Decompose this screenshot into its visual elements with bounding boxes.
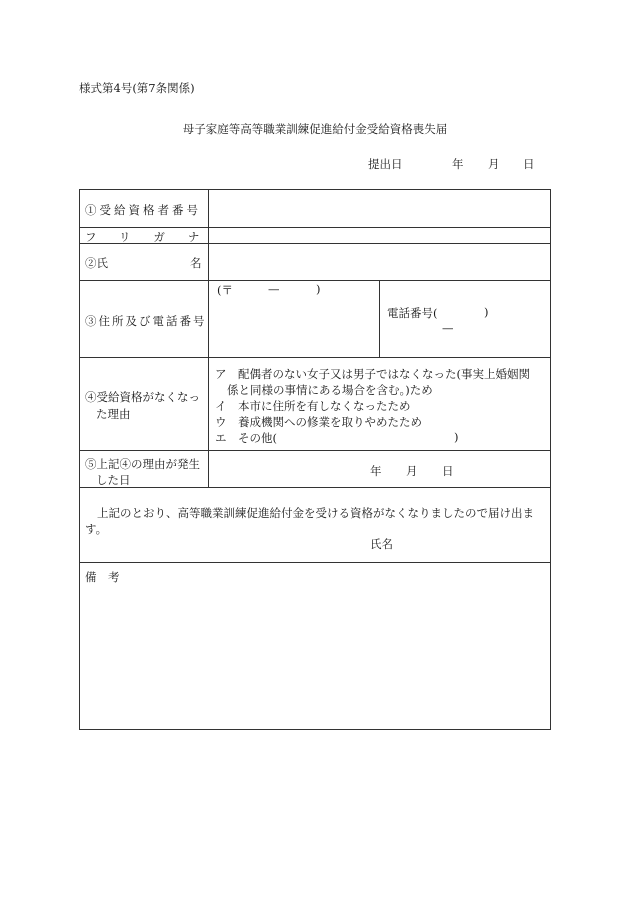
name-label-end: 名 <box>190 256 202 270</box>
declaration-text-line2: す。 <box>85 522 108 536</box>
recipient-number-label-text: ①受給資格者番号 <box>85 203 201 217</box>
phone-number-close: ) <box>484 305 489 319</box>
column-divider <box>379 280 380 357</box>
row-divider <box>80 562 550 563</box>
postal-code-open: (〒 <box>217 283 233 297</box>
reason-date-year: 年 <box>370 464 382 478</box>
row-divider <box>80 450 550 451</box>
submission-month: 月 <box>488 157 500 171</box>
postal-code-dash: — <box>268 282 280 296</box>
remarks-label: 備 考 <box>85 570 120 584</box>
row-divider <box>80 227 550 228</box>
reason-option-a: ア 配偶者のない女子又は男子ではなくなった(事実上婚姻関 <box>215 367 530 381</box>
row-divider <box>80 357 550 358</box>
recipient-number-label <box>85 202 201 218</box>
reason-option-u: ウ 養成機関への修業を取りやめたため <box>215 415 422 429</box>
reason-date-day: 日 <box>442 464 454 478</box>
postal-code-close: ) <box>316 282 321 296</box>
reason-label-line2: た理由 <box>96 407 131 421</box>
declaration-text-line1: 上記のとおり、高等職業訓練促進給付金を受ける資格がなくなりましたので届け出ま <box>97 506 534 520</box>
reason-option-i: イ 本市に住所を有しなくなったため <box>215 399 411 413</box>
reason-option-a-cont: 係と同様の事情にある場合を含む。)ため <box>227 383 433 397</box>
reason-date-label-line2: した日 <box>96 473 131 487</box>
submission-date-label: 提出日 <box>368 157 403 171</box>
address-phone-label: ③住所及び電話番号 <box>85 314 207 328</box>
furigana-label: フリガナ <box>85 230 223 244</box>
submission-day: 日 <box>523 157 535 171</box>
row-divider <box>80 280 550 281</box>
phone-number-label: 電話番号( <box>387 306 438 320</box>
reason-option-e: エ その他( <box>215 431 277 445</box>
form-table <box>79 189 551 730</box>
reason-date-month: 月 <box>406 464 418 478</box>
document-title: 母子家庭等高等職業訓練促進給付金受給資格喪失届 <box>182 122 448 136</box>
submission-year: 年 <box>452 157 464 171</box>
declarant-name-label: 氏名 <box>370 537 393 551</box>
phone-number-dash: — <box>442 321 454 335</box>
reason-label-line1: ④受給資格がなくなっ <box>85 390 200 404</box>
name-label-start: ②氏 <box>85 256 108 270</box>
reason-other-close: ) <box>454 430 459 444</box>
reason-date-label-line1: ⑤上記④の理由が発生 <box>85 457 200 471</box>
form-number: 様式第4号(第7条関係) <box>79 81 195 95</box>
row-divider <box>80 487 550 488</box>
